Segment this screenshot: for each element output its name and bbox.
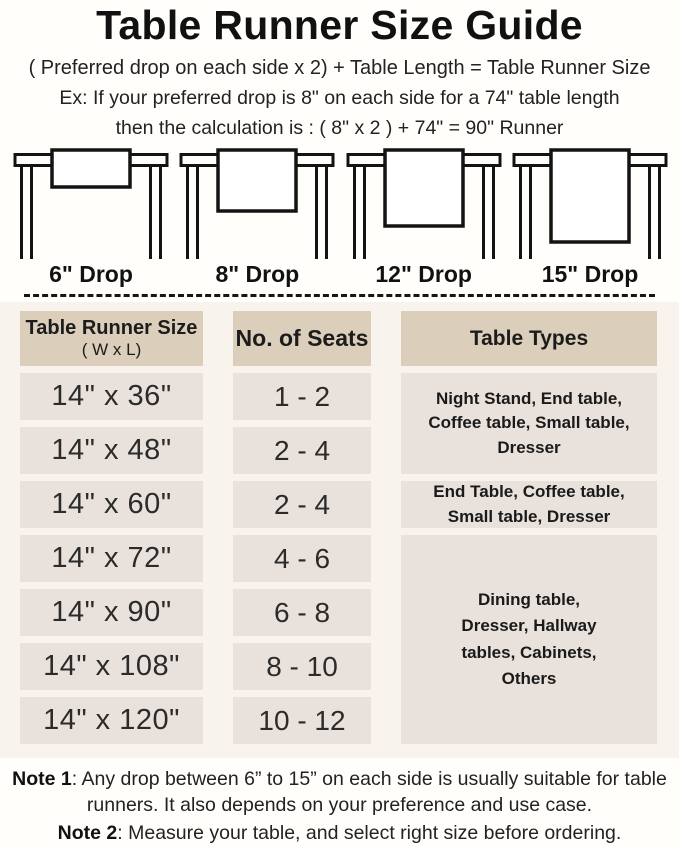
size-cell <box>20 481 203 528</box>
drop-label-12in: 12" Drop <box>375 261 472 287</box>
table-types-cell-small-tables <box>401 373 657 474</box>
runner-shape <box>385 150 463 226</box>
runner-shape <box>218 150 296 211</box>
seats-cell <box>233 373 371 420</box>
seats-value: 1 - 2 <box>273 380 331 412</box>
size-cell <box>20 535 203 582</box>
drop-label-8in: 8" Drop <box>215 261 300 287</box>
seats-cell <box>233 535 371 582</box>
size-value: 14" x 120" <box>43 704 180 736</box>
size-value: 14" x 36" <box>51 380 172 412</box>
header-runner-size <box>20 311 203 366</box>
table-types-text: Night Stand, End table, Coffee table, Small table, Dresser <box>428 389 630 457</box>
size-value: 14" x 60" <box>51 488 172 520</box>
note-1-text: : Any drop between 6” to 15” on each side is usually suitable for table runners. It also depends on your preference and use case. <box>71 768 667 816</box>
seats-value: 10 - 12 <box>258 704 346 736</box>
size-value: 14" x 72" <box>51 542 172 574</box>
size-cell <box>20 697 203 744</box>
note-2-text: : Measure your table, and select right size before ordering. <box>117 822 622 845</box>
table-illustration-12in-drop <box>346 147 502 262</box>
seats-value: 4 - 6 <box>273 542 331 574</box>
seats-value: 8 - 10 <box>266 650 338 682</box>
seats-value: 2 - 4 <box>273 434 331 466</box>
seats-cell <box>233 427 371 474</box>
seats-cell <box>233 643 371 690</box>
example-line-1: Ex: If your preferred drop is 8" on each side for a 74" table length <box>59 87 620 109</box>
formula-text: ( Preferred drop on each side x 2) + Table Length = Table Runner Size <box>28 57 651 79</box>
drop-illustrations <box>0 140 679 261</box>
seats-cell <box>233 481 371 528</box>
size-value: 14" x 48" <box>51 434 172 466</box>
drop-label-6in: 6" Drop <box>49 261 133 287</box>
drop-label-15in: 15" Drop <box>541 261 639 287</box>
table-types-cell-large-tables <box>401 535 657 744</box>
header-runner-size-title: Table Runner Size <box>25 317 198 339</box>
dashed-divider <box>24 294 655 297</box>
runner-shape <box>52 150 130 187</box>
size-cell <box>20 373 203 420</box>
note-2-label: Note 2 <box>57 822 118 845</box>
size-value: 14" x 108" <box>43 650 180 682</box>
seats-cell <box>233 697 371 744</box>
table-illustration-15in-drop <box>512 147 668 262</box>
table-illustration-6in-drop <box>13 147 169 262</box>
seats-value: 2 - 4 <box>273 488 331 520</box>
header-seats: No. of Seats <box>233 311 371 366</box>
table-types-cell-medium-tables <box>401 481 657 528</box>
page-title: Table Runner Size Guide <box>96 2 583 48</box>
note-1 <box>4 767 675 818</box>
header-runner-size-subtitle: ( W x L) <box>81 340 142 359</box>
drop-labels-row <box>0 261 679 288</box>
size-value: 14" x 90" <box>51 596 172 628</box>
seats-cell <box>233 589 371 636</box>
example-line-2: then the calculation is : ( 8" x 2 ) + 74" = 90" Runner <box>115 117 564 139</box>
table-types-text: Dining table, Dresser, Hallway tables, Cabinets, Others <box>461 589 597 688</box>
table-types-text: End Table, Coffee table, Small table, Dresser <box>433 482 625 526</box>
note-2 <box>4 821 675 847</box>
table-illustration-8in-drop <box>179 147 335 262</box>
size-cell <box>20 643 203 690</box>
size-cell <box>20 427 203 474</box>
size-cell <box>20 589 203 636</box>
notes-section <box>4 767 675 847</box>
size-guide-table <box>0 302 679 758</box>
header-table-types: Table Types <box>401 311 657 366</box>
runner-shape <box>551 150 629 242</box>
note-1-label: Note 1 <box>12 768 72 790</box>
seats-value: 6 - 8 <box>273 596 331 628</box>
